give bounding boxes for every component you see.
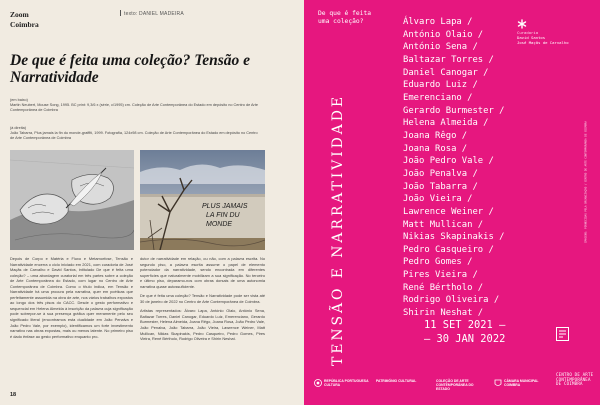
byline-text: texto: DANIEL MADEIRA [124, 11, 184, 17]
graffiti-line-2: LA FIN DU [206, 212, 240, 219]
sponsor-name: CÂMARA MUNICIPAL [504, 379, 539, 383]
artist-item: Eduardo Luiz / [403, 80, 478, 91]
artist-item: Pedro Casqueiro / [403, 244, 494, 255]
artwork-photo-hands-feather [10, 150, 134, 250]
sponsor-name: REPÚBLICA PORTUGUESA [324, 379, 369, 383]
artist-item: Rodrigo Oliveira / [403, 295, 500, 306]
sponsor-sub: COIMBRA [504, 383, 521, 387]
byline-divider [120, 10, 121, 16]
image-credit-1 [10, 98, 260, 112]
artist-item: António Olaio / [403, 29, 484, 40]
masthead-line-2: Coimbra [10, 19, 39, 29]
byline [120, 10, 184, 18]
artist-item: João Vieira / [403, 194, 473, 205]
venue-line: DE COIMBRA [556, 381, 583, 387]
exhibition-poster [304, 0, 600, 405]
artist-item: René Bértholo / [403, 282, 484, 293]
coimbra-crest-icon [494, 379, 502, 387]
poster-question [318, 10, 371, 26]
exhibition-dates [424, 319, 505, 346]
artist-item: Pedro Gomes / [403, 257, 473, 268]
artist-item: Álvaro Lapa / [403, 17, 473, 27]
masthead-line-1: Zoom [10, 10, 29, 19]
poster-question-line-2: uma coleção? [318, 18, 364, 25]
sponsor-name: PATRIMÓNIO CULTURAL [376, 379, 417, 383]
artist-item: Joana Rosa / [403, 143, 468, 154]
article-paragraph: De que é feita uma coleção? Tensão e Narratividade pode ser vista até 30 de janeiro de 2022 no Centro de Arte Contemporânea de Coimbra. [140, 293, 265, 304]
image-credit-2-label: (à direita) [10, 126, 27, 130]
graffiti-line-1: PLUS JAMAIS [202, 203, 248, 210]
artist-item: Matt Mullican / [403, 219, 484, 230]
venue-line: CENTRO DE ARTE [556, 372, 594, 377]
article-body-column-2 [140, 256, 265, 346]
sponsor-name: COLEÇÃO DE ARTE CONTEMPORÂNEA DO ESTADO [436, 379, 474, 391]
date-end: — 30 JAN 2022 [424, 332, 506, 345]
article-body-column-1 [10, 256, 133, 343]
republica-emblem-icon [314, 379, 322, 387]
article-paragraph: Depois de Corpo e Matéria e Fluxo e Metamorfose, Tensão e Narratividade encerra o ciclo iniciado em 2021, com curadoria de José Maçãs de Carvalho e David Santos, intitulado De que é feita uma coleção? – uma abordagem curatorial em três partes sobre a coleção de Arte Contemporânea do Estado, com lugar no Centro de Arte Contemporânea de Coimbra. Como o título indica, em Tensão e Narratividade há uma procura pela narrativa, quer em poéticas que perfeitamente assumida na obra de arte, nos vários trabalhos expostos ao longo dos três pisos do CACC. Desde o gesto performativo e sequencial em Helena Almeida à inscrição da palavra cuja significação pode sobrepor-se à sua presença gráfica quer meramente pelo seu significado literal (encontramos esta dualidade em João Penalva e João Pedro Vale, por exemplo), identificamos um forte investimento narrativo nas obras expostas, mais ou menos latente. No primeiro piso é dado ênfase ao gesto performativo enquanto pro- [10, 256, 133, 339]
graffiti-wall-photo [140, 150, 265, 250]
venue-name [556, 373, 593, 387]
venue-line: CONTEMPORÂNEA [556, 376, 591, 382]
image-credit-1-label: (em baixo) [10, 98, 28, 102]
artist-item: João Penalva / [403, 168, 478, 179]
image-credit-2-text: João Tabarra, Plus jamais la fin du monde-graffiti, 1999. Fotografia, 124x98 cm. Coleção de Arte Contemporânea do Estado em depósito no Centro de Arte Contemporânea de Coimbra [10, 130, 258, 140]
poster-question-line-1: De que é feita [318, 10, 372, 17]
page-number: 18 [10, 392, 17, 398]
artist-item: Emerenciano / [403, 92, 473, 103]
article-title: De que é feita uma coleção? Tensão e Narratividade [10, 52, 251, 86]
sponsor-logo-patrimonio [376, 379, 416, 383]
artist-item: Daniel Canogar / [403, 67, 489, 78]
artist-item: Lawrence Weiner / [403, 206, 494, 217]
sponsor-logo-camara [494, 379, 538, 387]
artist-list [403, 16, 505, 320]
curators-label: Curadoria [517, 30, 539, 35]
image-credit-2 [10, 126, 260, 140]
artist-item: Helena Almeida / [403, 118, 489, 129]
curator-name: José Maçãs de Carvalho [517, 39, 569, 45]
asterisk-icon [517, 19, 527, 29]
artist-item: João Pedro Vale / [403, 156, 494, 167]
artist-item: António Sena / [403, 42, 478, 53]
hands-feather-illustration [10, 150, 134, 250]
artist-item: Pires Vieira / [403, 270, 478, 281]
image-credit-1-text: Martin Neubert, Mouse Song, 1995. BC print: 9,3/6 x (série, c/1995) cm. Coleção de Arte Contemporânea do Estado em depósito no Centro de Arte Contemporânea de Coimbra [10, 102, 258, 112]
sponsor-sub: CULTURA [324, 383, 341, 387]
artist-item: Nikias Skapinakis / [403, 232, 505, 243]
sponsor-logo-coleccao [436, 379, 478, 391]
graffiti-line-3: MONDE [206, 221, 233, 228]
article-paragraph: Artistas representados: Álvaro Lapa, António Olaio, António Sena, Baltazar Torres, Daniel Canogar, Eduardo Luiz, Emerenciano, Gerardo Burmester, Helena Almeida, Joana Rêgo, Joana Rosa, João Pedro Vale, João Penalva, João Tabarra, João Vieira, Lawrence Weiner, Matt Mullican, Nikias Skapinakis, Pedro Casqueiro, Pedro Gomes, Pires Vieira, René Bértholo, Rodrigo Oliveira e Shirin Neshat. [140, 308, 265, 342]
date-start: 11 SET 2021 — [424, 319, 506, 331]
artist-item: Shirin Neshat / [403, 308, 484, 319]
artist-item: João Tabarra / [403, 181, 478, 192]
artist-item: Joana Rêgo / [403, 130, 468, 141]
section-masthead [10, 10, 39, 29]
sponsor-logo-republica [314, 379, 369, 387]
article-paragraph: dutor de narratividade em relação, ou não, com a palavra escrita. No segundo piso, a palavra escrita assume o papel de elemento potenciador da narratividade, sendo encontrada em diferentes superfícies que naturalmente mobilizam a sua significação. No terceiro e último piso, deparamo-nos com obras dorsais de uma autonomia narrativa quase autossuficiente. [140, 256, 265, 289]
vertical-image-caption: IMAGENS: FORNECIDAS PELA ORGANIZAÇÃO / CENTRO DE ARTE CONTEMPORÂNEA DE COIMBRA [584, 121, 588, 243]
vertical-title: TENSÃO E NARRATIVIDADE [330, 94, 346, 366]
sponsor-logos [304, 376, 548, 398]
curators-block [517, 31, 569, 46]
artist-item: Gerardo Burmester / [403, 105, 505, 116]
cac-logo-icon [556, 327, 569, 341]
curator-name: David Santos [517, 34, 546, 40]
artwork-photo-graffiti-wall [140, 150, 265, 250]
artist-item: Baltazar Torres / [403, 54, 494, 65]
